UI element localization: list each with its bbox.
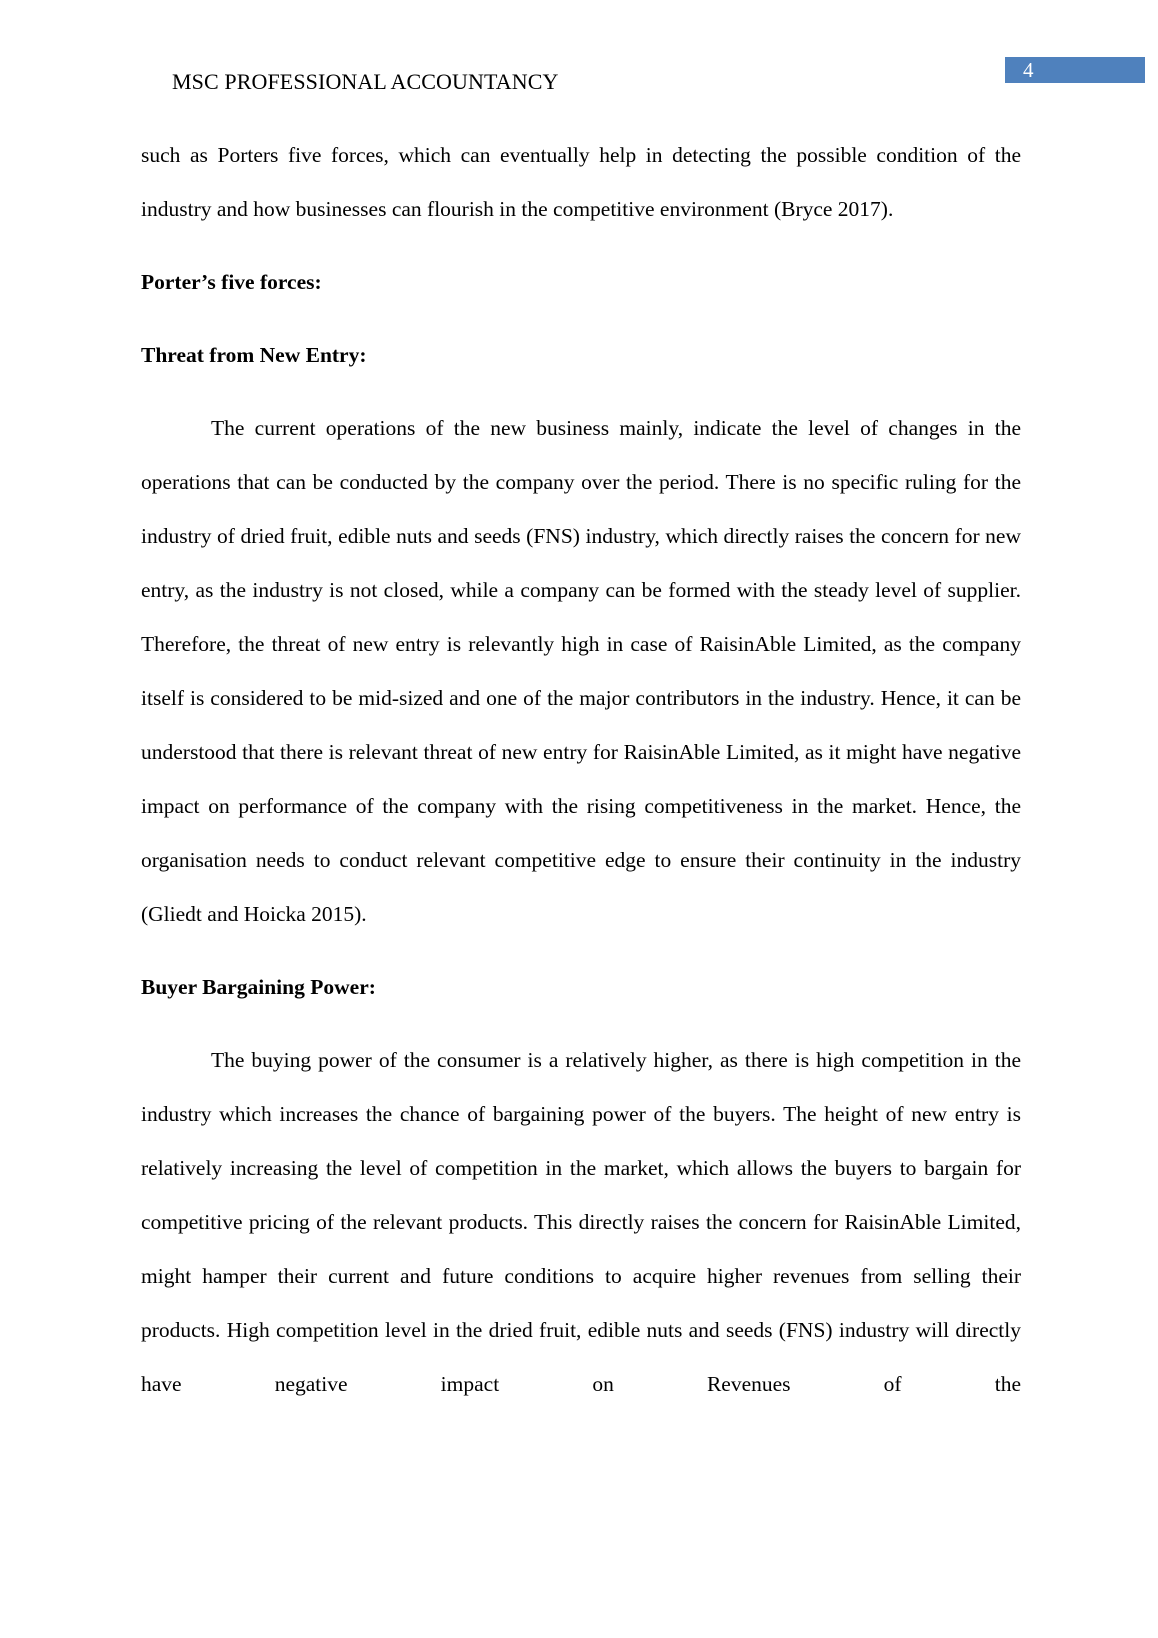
subsection-heading-buyer-power: Buyer Bargaining Power:	[141, 975, 376, 999]
subsection-heading-new-entry: Threat from New Entry:	[141, 343, 367, 367]
section-heading: Porter’s five forces:	[141, 270, 322, 294]
running-head: MSC PROFESSIONAL ACCOUNTANCY	[172, 69, 559, 94]
paragraph-new-entry: The current operations of the new business mainly, indicate the level of changes in the operations that can be conducted by the company over the period. There is no specific ruling for the industry of dried fruit, edible nuts and seeds (FNS) industry, which directly raises the concern for new entry, as the industry is not closed, while a company can be formed with the steady level of supplier. Therefore, the threat of new entry is relevantly high in case of RaisinAble Limited, as the company itself is considered to be mid-sized and one of the major contributors in the industry. Hence, it can be understood that there is relevant threat of new entry for RaisinAble Limited, as it might have negative impact on performance of the company with the rising competitiveness in the market. Hence, the organisation needs to conduct relevant competitive edge to ensure their continuity in the industry (Gliedt and Hoicka 2015).	[141, 416, 1021, 926]
page-number-badge	[1005, 57, 1145, 83]
document-body	[141, 128, 1021, 1411]
page-number: 4	[1023, 58, 1034, 82]
intro-paragraph: such as Porters five forces, which can eventually help in detecting the possible condition of the industry and how businesses can flourish in the competitive environment (Bryce 2017).	[141, 143, 1021, 221]
paragraph-buyer-power: The buying power of the consumer is a relatively higher, as there is high competition in the industry which increases the chance of bargaining power of the buyers. The height of new entry is relatively increasing the level of competition in the market, which allows the buyers to bargain for competitive pricing of the relevant products. This directly raises the concern for RaisinAble Limited, might hamper their current and future conditions to acquire higher revenues from selling their products. High competition level in the dried fruit, edible nuts and seeds (FNS) industry will directly have negative impact on Revenues of the	[141, 1048, 1021, 1396]
